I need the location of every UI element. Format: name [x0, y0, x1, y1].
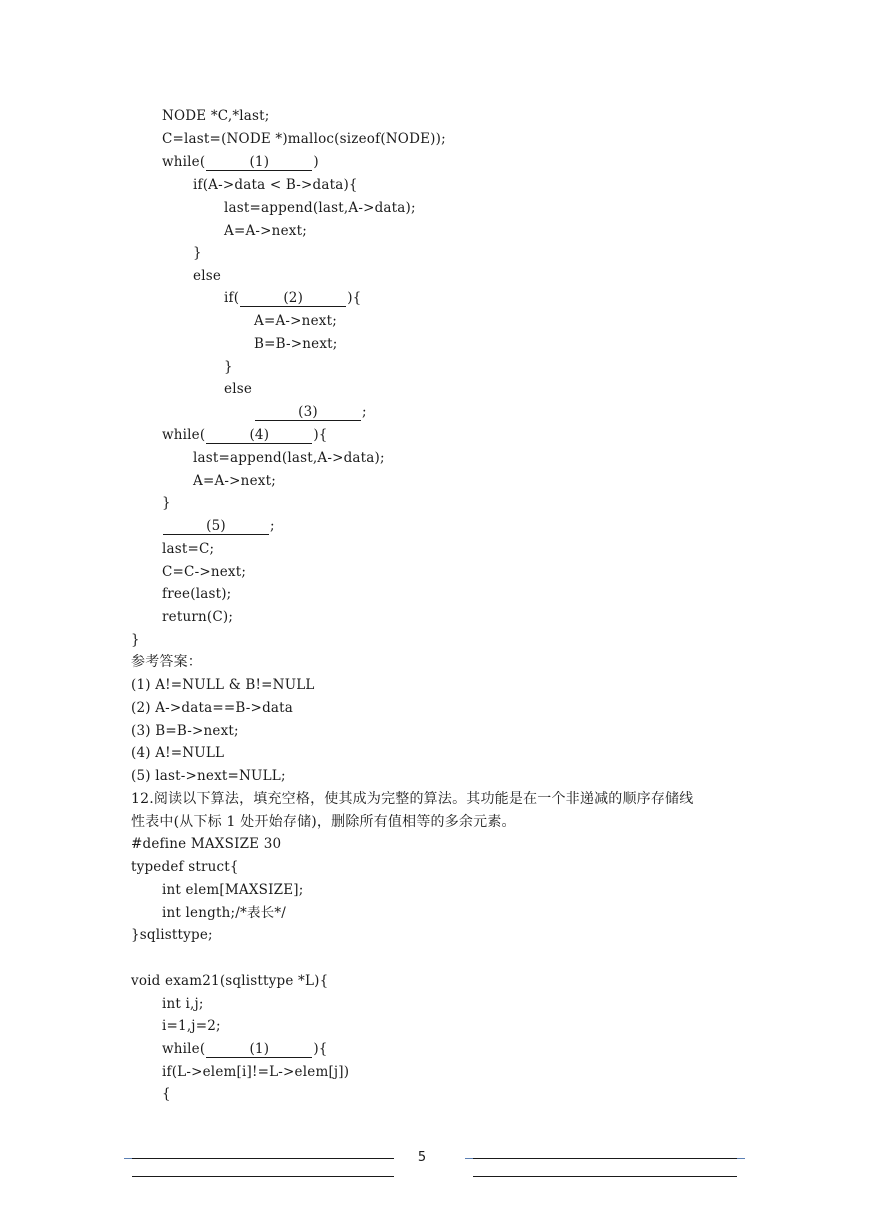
code-line: } — [131, 632, 140, 648]
answer-line: (4) A!=NULL — [131, 745, 225, 761]
code-text: ; — [270, 518, 275, 534]
code-line-while-1b — [162, 1039, 328, 1059]
footer-rule-bottom-right — [473, 1176, 737, 1177]
code-text: while( — [162, 1041, 206, 1057]
code-line: }sqlisttype; — [131, 927, 213, 943]
code-line-while-4 — [162, 425, 328, 445]
code-line: last=C; — [162, 541, 215, 557]
fill-blank-2: (2) — [240, 290, 346, 307]
footer-rule-top-left — [132, 1158, 394, 1159]
code-line-while-1 — [162, 152, 319, 172]
code-line-stmt-5 — [162, 516, 275, 536]
answers-title: 参考答案： — [131, 654, 202, 670]
code-line-stmt-3 — [254, 402, 367, 422]
code-text: ) — [313, 154, 319, 170]
code-line: A=A->next; — [224, 223, 307, 239]
code-line: int i,j; — [162, 996, 204, 1012]
code-line: last=append(last,A->data); — [193, 450, 385, 466]
code-line: C=last=(NODE *)malloc(sizeof(NODE)); — [162, 131, 446, 147]
code-line: A=A->next; — [254, 313, 337, 329]
page-footer — [0, 1152, 869, 1182]
code-line: typedef struct{ — [131, 859, 239, 875]
code-line: NODE *C,*last; — [162, 108, 270, 124]
answer-line: (5) last->next=NULL; — [131, 768, 286, 784]
code-line: A=A->next; — [193, 473, 276, 489]
question-12-text: 性表中(从下标 1 处开始存储)，删除所有值相等的多余元素。 — [131, 814, 516, 830]
code-line: C=C->next; — [162, 564, 247, 580]
code-line: { — [162, 1086, 171, 1102]
code-text: ){ — [313, 1041, 328, 1057]
code-line: } — [224, 359, 233, 375]
fill-blank-3: (3) — [255, 404, 361, 421]
answer-line: (3) B=B->next; — [131, 723, 239, 739]
code-line: if(A->data < B->data){ — [193, 177, 358, 193]
code-text: ){ — [313, 427, 328, 443]
footer-rule-accent — [124, 1158, 132, 1159]
code-text: ; — [362, 404, 367, 420]
fill-blank-5: (5) — [163, 518, 269, 535]
code-line: #define MAXSIZE 30 — [131, 836, 282, 852]
fill-blank-1: (1) — [206, 154, 312, 171]
code-line-if-2 — [224, 288, 361, 308]
page-number: 5 — [417, 1150, 427, 1165]
code-line: int elem[MAXSIZE]; — [162, 882, 304, 898]
code-text: if( — [224, 290, 240, 306]
code-line: return(C); — [162, 609, 234, 625]
code-text: ){ — [347, 290, 362, 306]
question-12-text: 12.阅读以下算法，填充空格，使其成为完整的算法。其功能是在一个非递减的顺序存储线 — [131, 791, 694, 807]
footer-rule-accent — [737, 1158, 745, 1159]
code-text: while( — [162, 154, 206, 170]
code-line: if(L->elem[i]!=L->elem[j]) — [162, 1064, 350, 1080]
fill-blank-4: (4) — [206, 427, 312, 444]
code-line: last=append(last,A->data); — [224, 200, 416, 216]
code-line: i=1,j=2; — [162, 1018, 221, 1034]
footer-rule-accent — [465, 1158, 473, 1159]
code-line: } — [162, 495, 171, 511]
footer-rule-top-right — [473, 1158, 737, 1159]
footer-rule-bottom-left — [132, 1176, 394, 1177]
code-line: int length;/*表长*/ — [162, 905, 287, 921]
answer-line: (1) A!=NULL & B!=NULL — [131, 677, 315, 693]
code-line: } — [193, 245, 202, 261]
code-line: void exam21(sqlisttype *L){ — [131, 973, 329, 989]
code-line: else — [193, 268, 222, 284]
fill-blank-1b: (1) — [206, 1041, 312, 1058]
code-line: B=B->next; — [254, 336, 338, 352]
answer-line: (2) A->data==B->data — [131, 700, 294, 716]
code-text: while( — [162, 427, 206, 443]
code-line: free(last); — [162, 586, 232, 602]
code-line: else — [224, 381, 253, 397]
